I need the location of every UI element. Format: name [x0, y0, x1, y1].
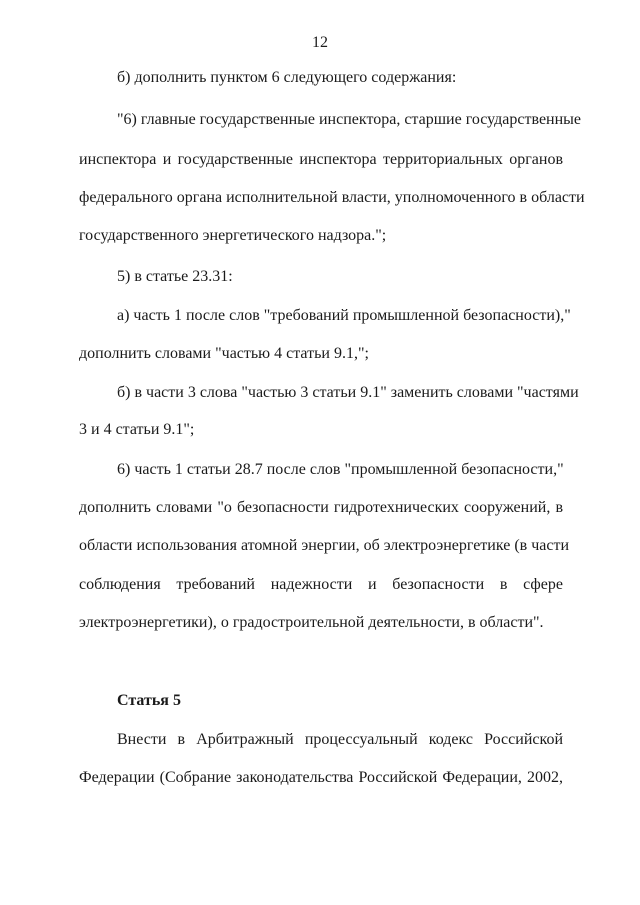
paragraph-line: 5) в статье 23.31: [117, 268, 233, 285]
paragraph-line: соблюдения требований надежности и безопасности в сфере [79, 576, 563, 593]
paragraph-line: электроэнергетики), о градостроительной деятельности, в области". [79, 614, 544, 631]
paragraph-line: инспектора и государственные инспектора территориальных органов [79, 151, 563, 168]
paragraph-line: б) в части 3 слова "частью 3 статьи 9.1" заменить словами "частями [117, 384, 579, 401]
paragraph-line: Внести в Арбитражный процессуальный кодекс Российской [117, 731, 563, 748]
paragraph-line: 3 и 4 статьи 9.1"; [79, 421, 195, 438]
paragraph-line: области использования атомной энергии, об электроэнергетике (в части [79, 537, 570, 554]
paragraph-line: дополнить словами "о безопасности гидротехнических сооружений, в [79, 499, 563, 516]
article-heading: Статья 5 [117, 692, 181, 709]
paragraph-line: дополнить словами "частью 4 статьи 9.1,"; [79, 345, 369, 362]
paragraph-line: государственного энергетического надзора."; [79, 227, 387, 244]
paragraph-line: Федерации (Собрание законодательства Российской Федерации, 2002, [79, 769, 563, 786]
paragraph-line: 6) часть 1 статьи 28.7 после слов "промышленной безопасности," [117, 461, 564, 478]
paragraph-line: "6) главные государственные инспектора, старшие государственные [117, 111, 582, 128]
paragraph-line: а) часть 1 после слов "требований промышленной безопасности)," [117, 307, 571, 324]
page-number: 12 [312, 34, 328, 51]
paragraph-line: б) дополнить пунктом 6 следующего содержания: [117, 69, 457, 86]
paragraph-line: федерального органа исполнительной власти, уполномоченного в области [79, 189, 585, 206]
